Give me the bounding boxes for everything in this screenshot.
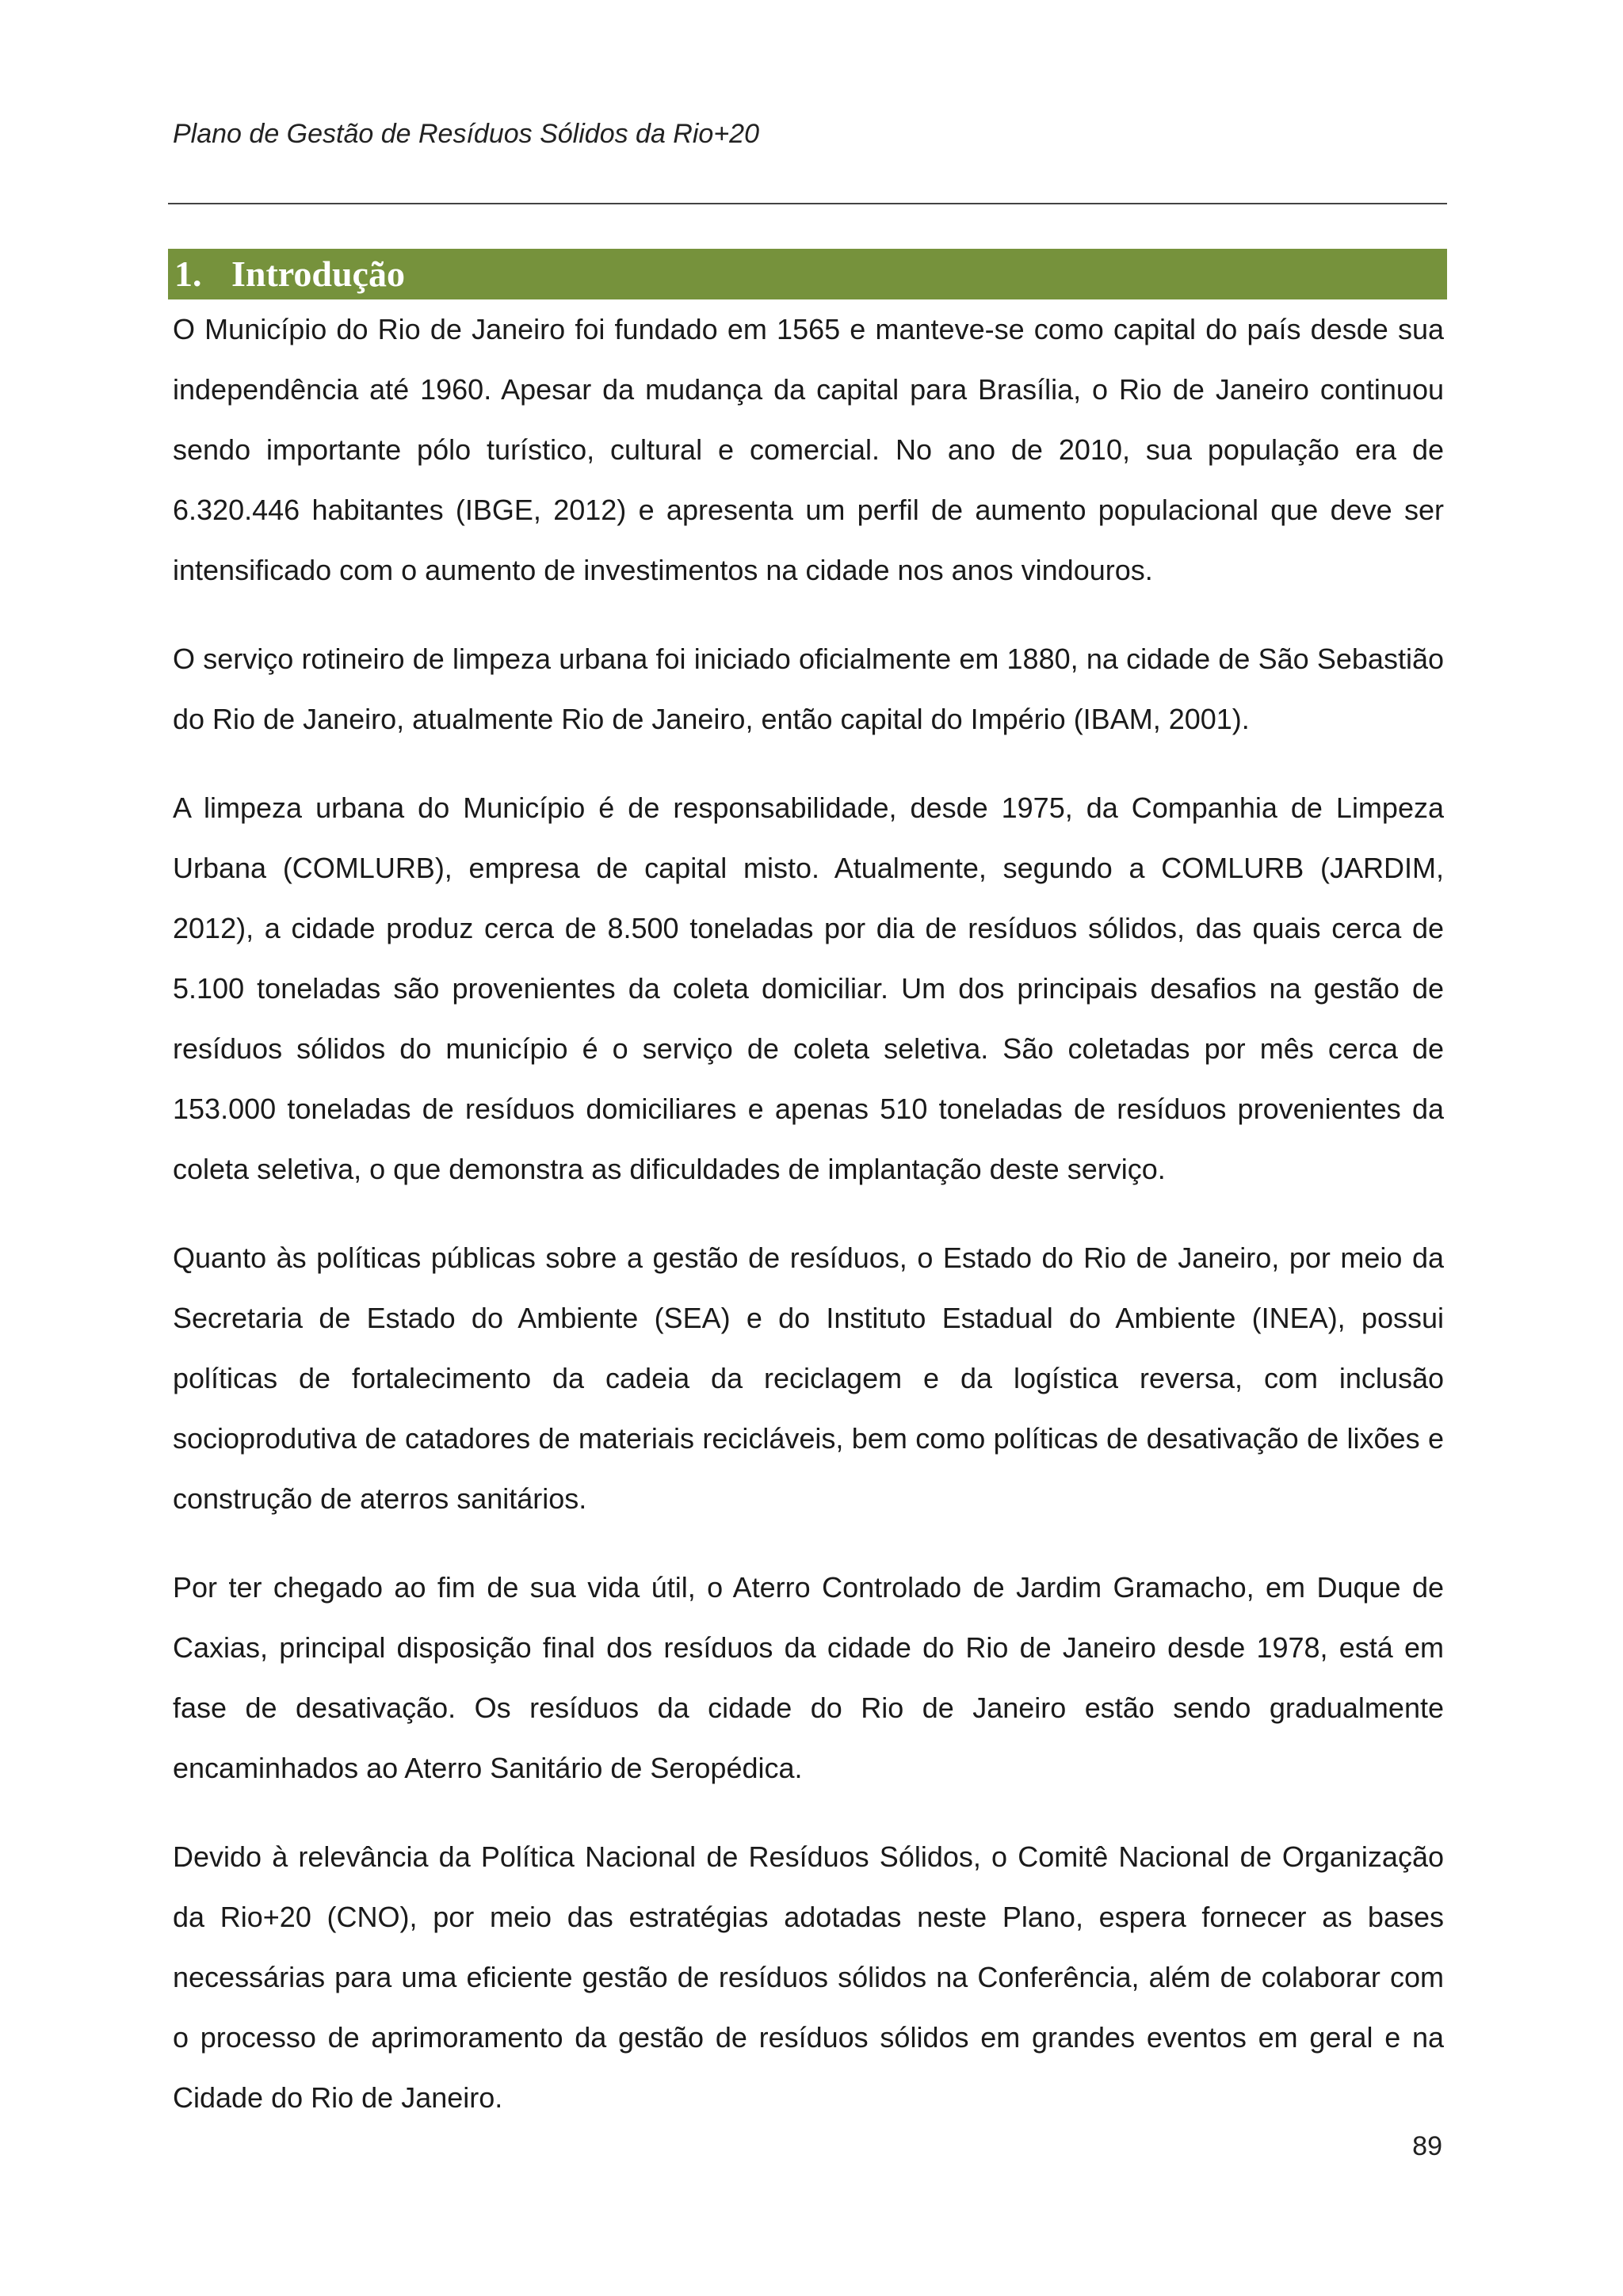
page-number: 89 [1412,2131,1442,2161]
paragraph-1: O Município do Rio de Janeiro foi fundado em 1565 e manteve-se como capital do país desde sua independência até 1960. Apesar da mudança da capital para Brasília, o Rio de Janeiro continuou sendo importante pólo turístico, cultural e comercial. No ano de 2010, sua população era de 6.320.446 habitantes (IBGE, 2012) e apresenta um perfil de aumento populacional que deve ser intensificado com o aumento de investimentos na cidade nos anos vindouros. [173,313,1444,586]
section-number: 1. [174,254,202,294]
running-header-title: Plano de Gestão de Resíduos Sólidos da Rio+20 [173,119,759,149]
body-text [173,299,1444,2157]
paragraph-5: Por ter chegado ao fim de sua vida útil, o Aterro Controlado de Jardim Gramacho, em Duque de Caxias, principal disposição final dos resíduos da cidade do Rio de Janeiro desde 1978, está em fase de desativação. Os resíduos da cidade do Rio de Janeiro estão sendo gradualmente encaminhados ao Aterro Sanitário de Seropédica. [173,1571,1444,1784]
section-title: Introdução [231,254,405,294]
paragraph-6: Devido à relevância da Política Nacional de Resíduos Sólidos, o Comitê Nacional de Organização da Rio+20 (CNO), por meio das estratégias adotadas neste Plano, espera fornecer as bases necessárias para uma eficiente gestão de resíduos sólidos na Conferência, além de colaborar com o processo de aprimoramento da gestão de resíduos sólidos em grandes eventos em geral e na Cidade do Rio de Janeiro. [173,1840,1444,2114]
section-heading-bar [168,249,1447,299]
paragraph-4: Quanto às políticas públicas sobre a gestão de resíduos, o Estado do Rio de Janeiro, por meio da Secretaria de Estado do Ambiente (SEA) e do Instituto Estadual do Ambiente (INEA), possui políticas de fortalecimento da cadeia da reciclagem e da logística reversa, com inclusão socioprodutiva de catadores de materiais recicláveis, bem como políticas de desativação de lixões e construção de aterros sanitários. [173,1241,1444,1515]
header-divider [168,203,1447,204]
paragraph-2: O serviço rotineiro de limpeza urbana foi iniciado oficialmente em 1880, na cidade de São Sebastião do Rio de Janeiro, atualmente Rio de Janeiro, então capital do Império (IBAM, 2001). [173,643,1444,735]
paragraph-3: A limpeza urbana do Município é de responsabilidade, desde 1975, da Companhia de Limpeza Urbana (COMLURB), empresa de capital misto. Atualmente, segundo a COMLURB (JARDIM, 2012), a cidade produz cerca de 8.500 toneladas por dia de resíduos sólidos, das quais cerca de 5.100 toneladas são provenientes da coleta domiciliar. Um dos principais desafios na gestão de resíduos sólidos do município é o serviço de coleta seletiva. São coletadas por mês cerca de 153.000 toneladas de resíduos domiciliares e apenas 510 toneladas de resíduos provenientes da coleta seletiva, o que demonstra as dificuldades de implantação deste serviço. [173,791,1444,1185]
